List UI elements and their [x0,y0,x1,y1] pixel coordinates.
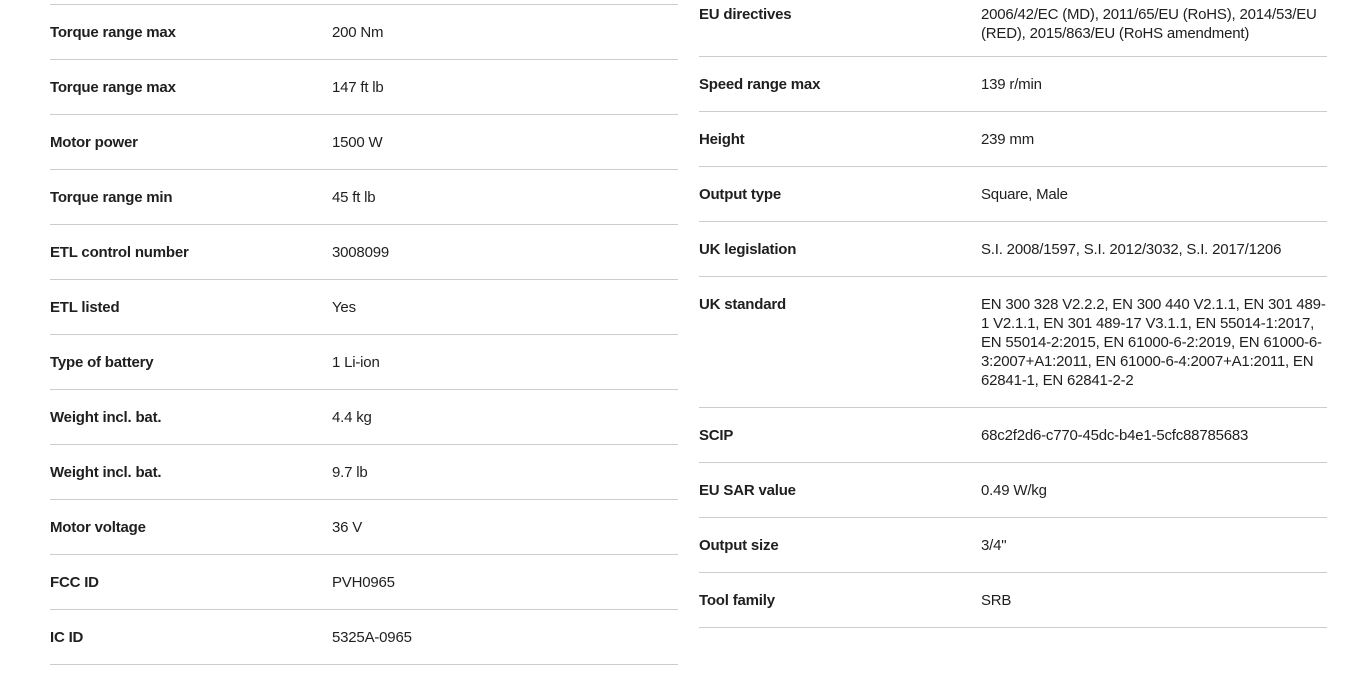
spec-value: 45 ft lb [332,189,376,206]
spec-value: 2006/42/EC (MD), 2011/65/EU (RoHS), 2014/53/EU (RED), 2015/863/EU (RoHS amendment) [981,6,1317,42]
spec-value: 1500 W [332,134,383,151]
spec-row [50,280,678,335]
spec-row [699,222,1327,277]
spec-value: 239 mm [981,131,1034,148]
spec-value: Square, Male [981,186,1068,203]
spec-row [50,5,678,60]
spec-value: 3/4" [981,537,1007,554]
spec-value: 3008099 [332,244,389,261]
spec-row [699,167,1327,222]
spec-label: FCC ID [50,574,99,591]
spec-value: 36 V [332,519,363,536]
spec-row [50,555,678,610]
spec-label: Height [699,131,745,148]
spec-row [699,112,1327,167]
spec-value: SRB [981,592,1012,609]
spec-row [50,225,678,280]
spec-value: 5325A-0965 [332,629,412,646]
spec-label: ETL control number [50,244,189,261]
spec-value: EN 300 328 V2.2.2, EN 300 440 V2.1.1, EN 301 489-1 V2.1.1, EN 301 489-17 V3.1.1, EN 55014-1:2017, EN 55014-2:2015, EN 61000-6-2:2019, EN 61000-6-3:2007+A1:2011, EN 61000-6-4:2007+A1:2011, EN 62841-1, EN 62841-2-2 [981,296,1326,389]
spec-value: 147 ft lb [332,79,384,96]
spec-row [50,170,678,225]
spec-label: Weight incl. bat. [50,464,162,481]
spec-value: 9.7 lb [332,464,368,481]
spec-column-left [50,4,678,665]
spec-value: 1 Li-ion [332,354,380,371]
spec-label: Torque range min [50,189,173,206]
spec-value: 4.4 kg [332,409,372,426]
spec-value: Yes [332,299,356,316]
spec-row [50,115,678,170]
spec-row [699,0,1327,57]
spec-row [699,57,1327,112]
spec-label: Type of battery [50,354,154,371]
spec-value: PVH0965 [332,574,395,591]
spec-row [50,610,678,665]
spec-row [50,60,678,115]
spec-row [699,518,1327,573]
spec-row [699,277,1327,408]
spec-label: UK legislation [699,241,797,258]
spec-value: S.I. 2008/1597, S.I. 2012/3032, S.I. 2017/1206 [981,241,1282,258]
spec-label: Torque range max [50,79,176,96]
spec-label: SCIP [699,427,734,444]
spec-label: EU SAR value [699,482,796,499]
spec-value: 139 r/min [981,76,1042,93]
spec-value: 68c2f2d6-c770-45dc-b4e1-5cfc88785683 [981,427,1249,444]
spec-value: 200 Nm [332,24,384,41]
spec-label: Motor power [50,134,138,151]
spec-row [699,463,1327,518]
spec-row [50,500,678,555]
spec-label: EU directives [699,6,792,23]
spec-label: UK standard [699,296,786,313]
spec-row [50,390,678,445]
spec-label: ETL listed [50,299,120,316]
spec-value: 0.49 W/kg [981,482,1047,499]
spec-row [699,408,1327,463]
spec-row [699,573,1327,628]
spec-column-right [699,0,1327,628]
spec-label: Output size [699,537,779,554]
spec-label: Output type [699,186,781,203]
spec-label: Speed range max [699,76,821,93]
spec-label: Tool family [699,592,775,609]
spec-label: IC ID [50,629,84,646]
spec-label: Motor voltage [50,519,146,536]
spec-row [50,335,678,390]
spec-label: Weight incl. bat. [50,409,162,426]
spec-row [50,445,678,500]
spec-label: Torque range max [50,24,176,41]
